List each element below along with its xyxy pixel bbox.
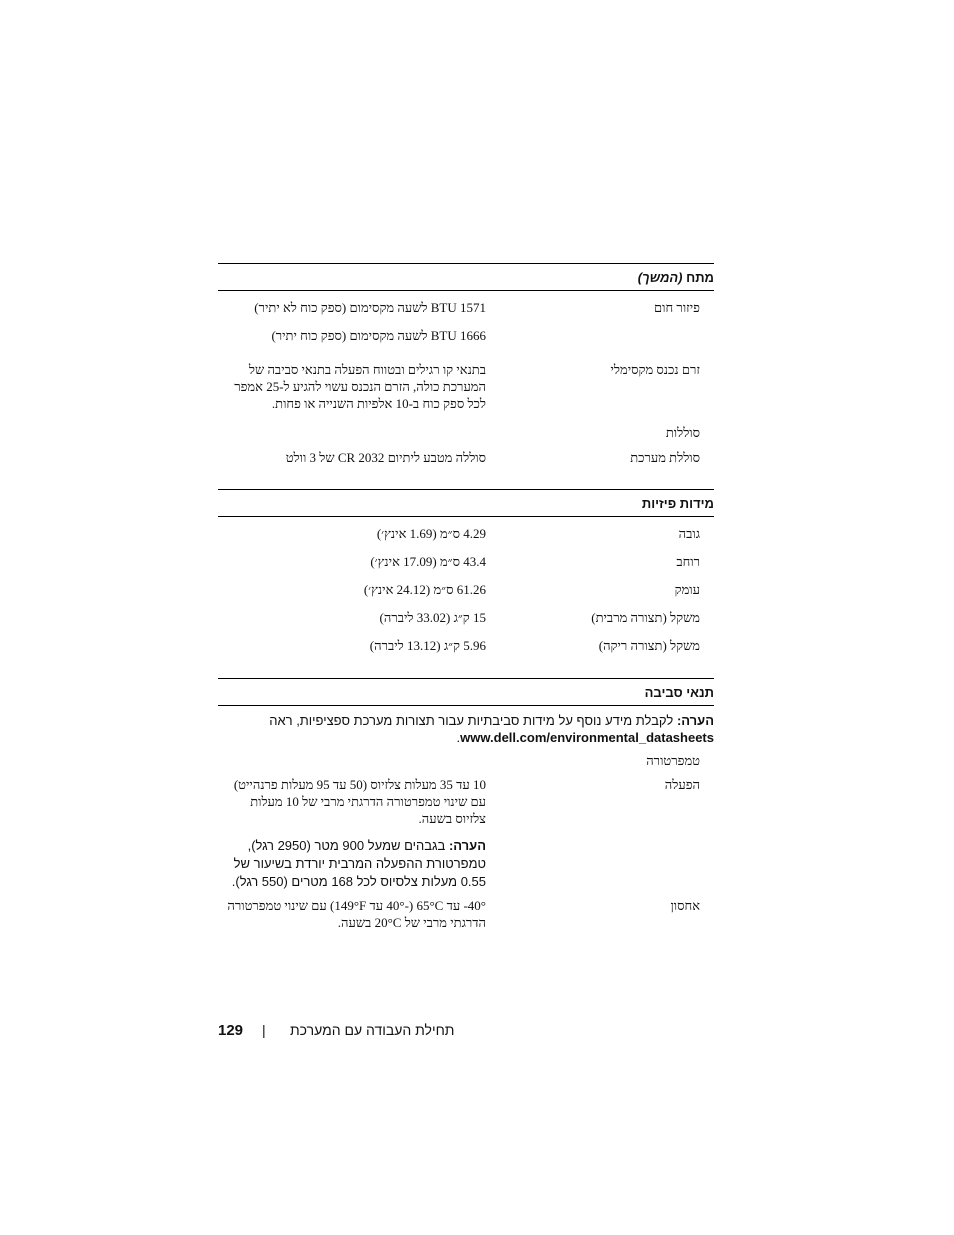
environment-datasheets-link[interactable]: www.dell.com/environmental_datasheets (460, 730, 714, 745)
spec-label-height: גובה (678, 526, 700, 541)
spec-row-storage (218, 897, 714, 931)
spec-label-depth: עומק (674, 582, 700, 597)
operating-note-text: בגבהים שמעל 900 מטר (2950 רגל), טמפרטורת ההפעלה המרבית יורדת בשיעור של 0.55 מעלות צלסיוס לכל 168 מטרים (550 רגל). (231, 838, 486, 889)
spec-row-inrush (218, 361, 714, 412)
section-heading-power-continued: (המשך) (637, 270, 683, 285)
spec-value-depth: 61.26 ס״מ (24.12 אינץ׳) (363, 582, 486, 597)
spec-value-storage: ‎-40°‎ עד ‎65°C (-40°‎ עד ‎149°F)‎ עם שינוי טמפרטורה הדרגתי מרבי של ‎20°C‎ בשעה. (227, 898, 486, 930)
spec-label-storage: אחסון (670, 898, 700, 913)
spec-value-weight-empty: 5.96 ק״ג (13.12 ליברה) (369, 638, 486, 653)
spec-row-depth (218, 581, 714, 598)
environment-note (218, 712, 714, 746)
spec-value-operating (218, 776, 486, 891)
spec-label-inrush: זרם נכנס מקסימלי (610, 362, 700, 377)
spec-label-heat: פיזור חום (654, 300, 700, 315)
spec-value-width: 43.4 ס״מ (17.09 אינץ׳) (370, 554, 486, 569)
spec-row-width (218, 553, 714, 570)
page-footer (218, 1022, 714, 1042)
page-number: 129 (218, 1022, 244, 1039)
environment-note-text: לקבלת מידע נוסף על מידות סביבתיות עבור תצורות מערכת ספציפיות, ראה (269, 713, 674, 728)
spec-label-weight-empty: משקל (תצורה ריקה) (598, 638, 700, 653)
spec-row-temperature (218, 752, 714, 769)
spec-row-operating (218, 776, 714, 891)
spec-value-system-battery: סוללה מטבע ליתיום CR 2032 של 3 וולט (285, 450, 486, 465)
spec-value-height: 4.29 ס״מ (1.69 אינץ׳) (376, 526, 486, 541)
spec-row-weight-max (218, 609, 714, 626)
spec-row-weight-empty (218, 637, 714, 654)
section-heading-physical: מידות פיזיות (218, 489, 714, 517)
spec-row-batteries (218, 424, 714, 441)
section-heading-power (218, 263, 714, 291)
section-heading-environment: תנאי סביבה (218, 678, 714, 706)
spec-value-heat (218, 299, 486, 344)
spec-value-weight-max: 15 ק״ג (33.02 ליברה) (379, 610, 486, 625)
spec-page (218, 263, 714, 931)
spec-row-heat (218, 299, 714, 344)
environment-note-end: . (456, 730, 461, 745)
spec-label-batteries: סוללות (665, 425, 700, 440)
operating-note-label: הערה: (448, 838, 486, 853)
spec-value-heat-1: 1571 BTU לשעה מקסימום (ספק כוח לא יתיר) (254, 300, 486, 315)
spec-label-weight-max: משקל (תצורה מרבית) (591, 610, 700, 625)
environment-note-label: הערה: (676, 713, 714, 728)
spec-label-width: רוחב (676, 554, 700, 569)
spec-label-system-battery: סוללת מערכת (630, 450, 700, 465)
operating-note (218, 837, 486, 891)
spec-value-operating-text: 10 עד 35 מעלות צלזיוס (50 עד 95 מעלות פרנהייט) עם שינוי טמפרטורה הדרגתי מרבי של 10 מעלות צלזיוס בשעה. (233, 777, 486, 826)
spec-value-heat-2: 1666 BTU לשעה מקסימום (ספק כוח יתיר) (271, 328, 486, 343)
section-heading-power-prefix: מתח (686, 270, 714, 285)
spec-row-system-battery (218, 449, 714, 466)
spec-label-operating: הפעלה (664, 777, 700, 792)
spec-value-inrush: בתנאי קו רגילים ובטווח הפעלה בתנאי סביבה של המערכת כולה, הזרם הנכנס עשוי להגיע ל-25 אמפר לכל ספק כוח ב-10 אלפיות השנייה או פחות. (234, 362, 486, 411)
footer-chapter-title: תחילת העבודה עם המערכת (290, 1022, 455, 1038)
spec-row-height (218, 525, 714, 542)
spec-label-temperature: טמפרטורה (646, 753, 700, 768)
footer-separator: | (262, 1022, 266, 1038)
